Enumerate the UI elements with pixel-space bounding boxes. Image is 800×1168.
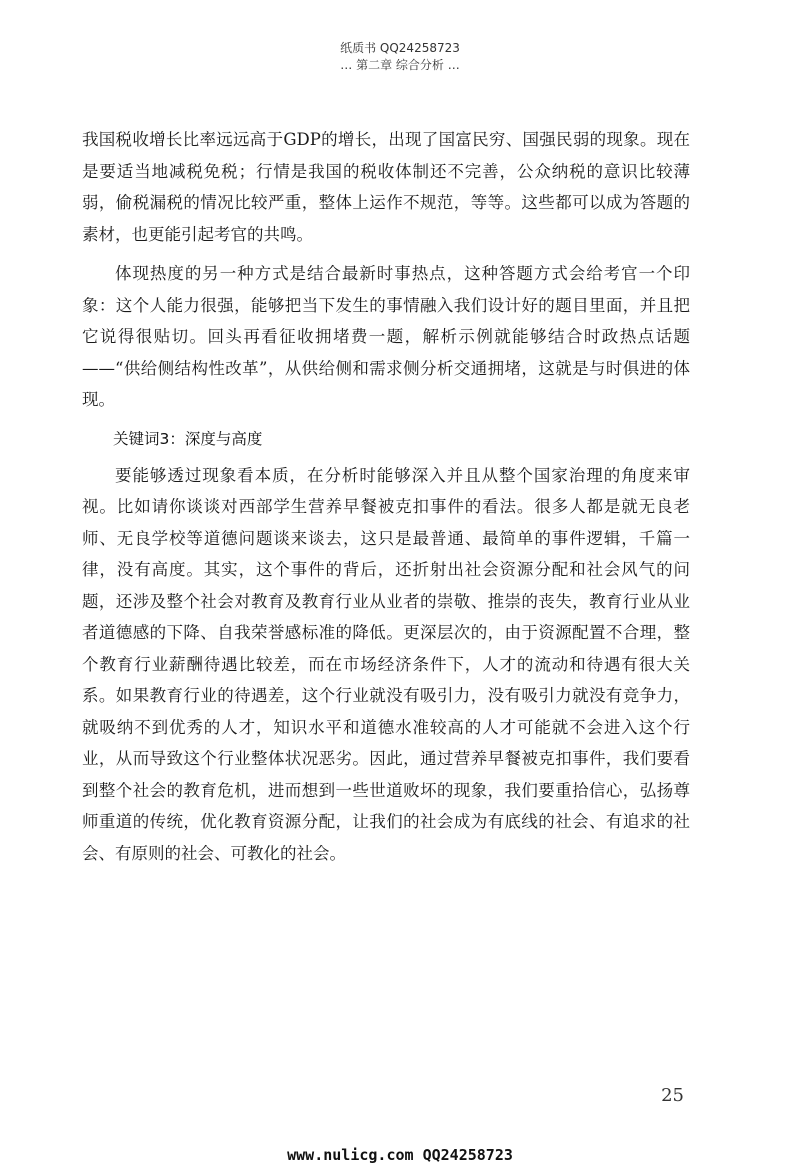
page-number: 25 bbox=[661, 1085, 684, 1106]
section-heading: 关键词3：深度与高度 bbox=[113, 429, 263, 448]
page-header bbox=[0, 40, 800, 74]
paragraph-3: 要能够透过现象看本质，在分析时能够深入并且从整个国家治理的角度来审视。比如请你谈谈对西部学生营养早餐被克扣事件的看法。很多人都是就无良老师、无良学校等道德问题谈来谈去，这只是最普通、最简单的事件逻辑，千篇一律，没有高度。其实，这个事件的背后，还折射出社会资源分配和社会风气的问题，还涉及整个社会对教育及教育行业从业者的崇敬、推崇的丧失，教育行业从业者道德感的下降、自我荣誉感标准的降低。更深层次的，由于资源配置不合理，整个教育行业薪酬待遇比较差，而在市场经济条件下，人才的流动和待遇有很大关系。如果教育行业的待遇差，这个行业就没有吸引力，没有吸引力就没有竞争力，就吸纳不到优秀的人才，知识水平和道德水准较高的人才可能就不会进入这个行业，从而导致这个行业整体状况恶劣。因此，通过营养早餐被克扣事件，我们要看到整个社会的教育危机，进而想到一些世道败坏的现象，我们要重拾信心，弘扬尊师重道的传统，优化教育资源分配，让我们的社会成为有底线的社会、有追求的社会、有原则的社会、可教化的社会。 bbox=[82, 465, 690, 863]
page-footer: www.nulicg.com QQ24258723 bbox=[287, 1146, 513, 1164]
header-watermark: 纸质书 QQ24258723 bbox=[340, 41, 460, 55]
paragraph-1: 我国税收增长比率远远高于GDP的增长，出现了国富民穷、国强民弱的现象。现在是要适当地减税免税；行情是我国的税收体制还不完善，公众纳税的意识比较薄弱，偷税漏税的情况比较严重，整体上运作不规范，等等。这些都可以成为答题的素材，也更能引起考官的共鸣。 bbox=[82, 130, 690, 244]
document-body bbox=[82, 124, 690, 877]
chapter-title: … 第二章 综合分析 … bbox=[340, 58, 460, 72]
paragraph-2: 体现热度的另一种方式是结合最新时事热点，这种答题方式会给考官一个印象：这个人能力很强，能够把当下发生的事情融入我们设计好的题目里面，并且把它说得很贴切。回头再看征收拥堵费一题，解析示例就能够结合时政热点话题——“供给侧结构性改革”，从供给侧和需求侧分析交通拥堵，这就是与时俱进的体现。 bbox=[82, 264, 690, 409]
